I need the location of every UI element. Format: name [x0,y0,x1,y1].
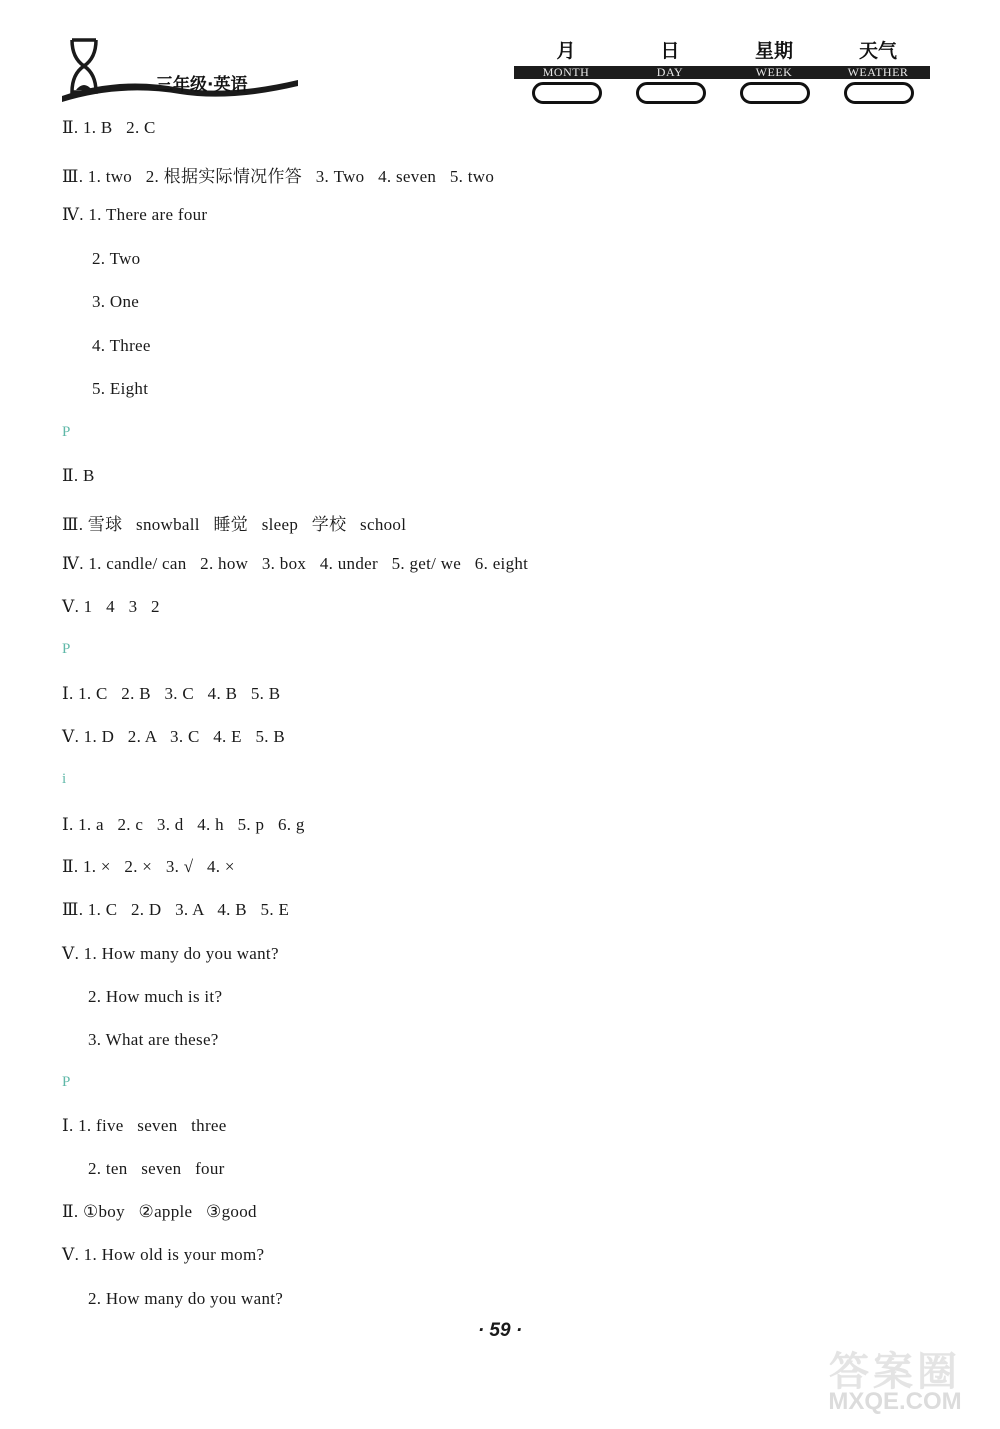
answer-line: Ⅱ. 1. × 2. × 3. √ 4. × [62,857,235,876]
answer-line: Ⅱ. B [62,466,95,485]
section-marker: i [62,771,67,787]
section-marker: P [62,424,71,440]
answer-line: Ⅳ. 1. There are four [62,205,208,224]
answer-line: Ⅰ. 1. C 2. B 3. C 4. B 5. B [62,684,281,703]
page-number: · 59 · [477,1320,523,1341]
watermark-text-en: MXQE.COM [828,1388,962,1415]
answer-line: 3. What are these? [88,1030,219,1049]
day-label-en: DAY [618,66,722,79]
weather-label: 天气 [858,40,897,62]
answer-line: Ⅴ. 1. D 2. A 3. C 4. E 5. B [62,727,286,746]
answer-line: Ⅱ. ①boy ②apple ③good [62,1202,257,1221]
answer-line: Ⅲ. 雪球 snowball 睡觉 sleep 学校 school [62,515,407,534]
answer-line: 4. Three [92,336,151,355]
answer-line: 2. How much is it? [88,987,223,1006]
month-label-en: MONTH [514,66,618,79]
watermark-logo [800,1340,990,1420]
answer-line: Ⅲ. 1. C 2. D 3. A 4. B 5. E [62,900,290,919]
watermark-text-cn: 答案圈 [829,1349,961,1395]
week-label-en: WEEK [722,66,826,79]
answer-line: Ⅲ. 1. two 2. 根据实际情况作答 3. Two 4. seven 5. two [62,167,495,186]
answer-line: 2. Two [92,249,141,268]
answer-line: Ⅴ. 1 4 3 2 [62,597,160,616]
answer-line: 3. One [92,292,140,311]
grade-subject-label: 三年级·英语 [156,75,248,95]
answer-line: 2. ten seven four [88,1159,225,1178]
answer-line: Ⅱ. 1. B 2. C [62,118,156,137]
week-label: 星期 [754,40,793,62]
weather-label-en: WEATHER [826,66,930,79]
answer-line: 2. How many do you want? [88,1289,284,1308]
answer-line: Ⅴ. 1. How many do you want? [62,944,279,963]
month-label: 月 [556,40,576,62]
answer-line: 5. Eight [92,379,149,398]
answer-line: Ⅳ. 1. candle/ can 2. how 3. box 4. under 5. get/ we 6. eight [62,554,529,573]
section-marker: P [62,1074,71,1090]
answer-line: Ⅰ. 1. five seven three [62,1116,227,1135]
answer-line: Ⅰ. 1. a 2. c 3. d 4. h 5. p 6. g [62,815,305,834]
section-marker: P [62,641,71,657]
day-label: 日 [660,40,680,62]
answer-line: Ⅴ. 1. How old is your mom? [62,1245,265,1264]
